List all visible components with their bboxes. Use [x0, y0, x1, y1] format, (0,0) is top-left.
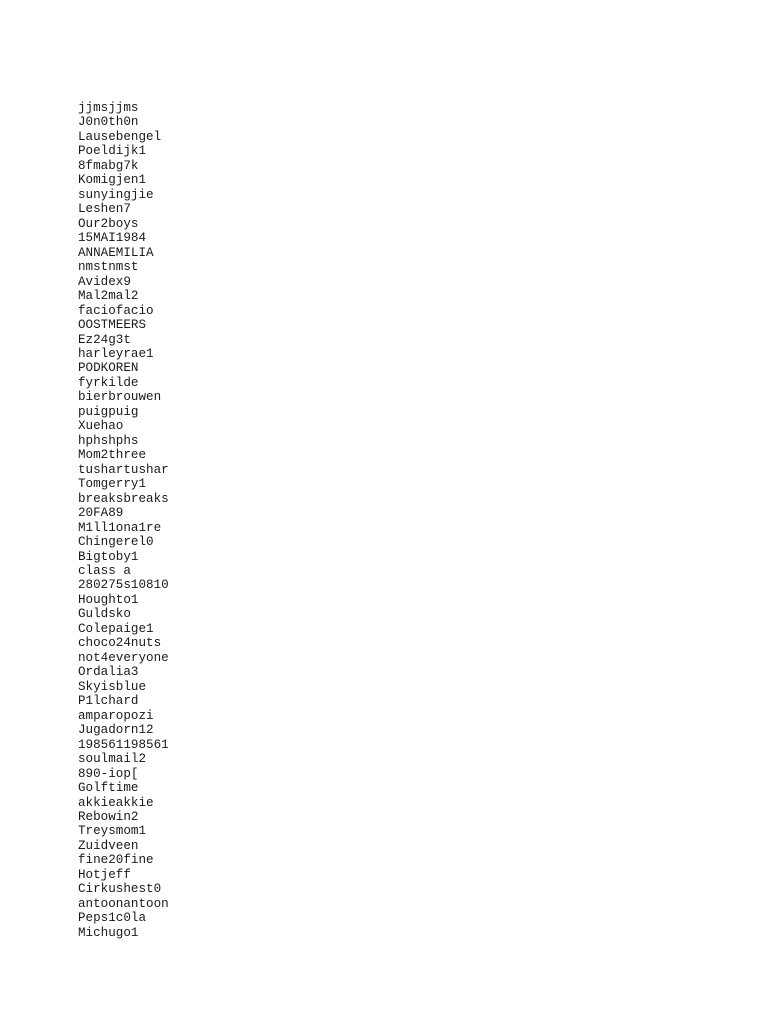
list-item: PODKOREN — [78, 361, 139, 376]
list-item: Hotjeff — [78, 867, 131, 882]
list-item: soulmail2 — [78, 752, 147, 767]
list-item: Mal2mal2 — [78, 289, 139, 304]
list-item: 20FA89 — [78, 506, 124, 521]
list-item: puigpuig — [78, 404, 139, 419]
list-item: J0n0th0n — [78, 115, 139, 130]
list-item: Peps1c0la — [78, 911, 147, 926]
list-item: Rebowin2 — [78, 809, 139, 824]
list-item: Guldsko — [78, 607, 131, 622]
list-item: sunyingjie — [78, 187, 154, 202]
list-item: fyrkilde — [78, 375, 139, 390]
list-item: breaksbreaks — [78, 491, 169, 506]
list-item: OOSTMEERS — [78, 318, 147, 333]
list-item: Ordalia3 — [78, 665, 139, 680]
list-item: Komigjen1 — [78, 173, 147, 188]
list-item: 8fmabg7k — [78, 158, 139, 173]
list-item: antoonantoon — [78, 896, 169, 911]
list-item: tushartushar — [78, 462, 169, 477]
list-item: Our2boys — [78, 216, 139, 231]
list-item: not4everyone — [78, 650, 169, 665]
list-item: jjmsjjms — [78, 101, 139, 115]
list-item: Ez24g3t — [78, 332, 131, 347]
list-item: Lausebengel — [78, 129, 162, 144]
list-item: class a — [78, 564, 131, 578]
list-item: 198561198561 — [78, 737, 169, 752]
list-item: Jugadorn12 — [78, 723, 154, 738]
list-item: amparopozi — [78, 708, 154, 723]
list-item: nmstnmst — [78, 260, 139, 275]
word-list — [78, 101, 169, 940]
list-item: Houghto1 — [78, 592, 139, 607]
list-item: 280275s10810 — [78, 578, 169, 593]
list-item: P1lchard — [78, 694, 139, 709]
list-item: Tomgerry1 — [78, 477, 147, 492]
list-item: 15MAI1984 — [78, 231, 147, 246]
list-item: ANNAEMILIA — [78, 245, 154, 260]
list-item: akkieakkie — [78, 795, 154, 810]
list-item: Zuidveen — [78, 838, 139, 853]
list-item: Xuehao — [78, 419, 124, 434]
list-item: M1ll1ona1re — [78, 520, 162, 535]
list-item: Chingerel0 — [78, 535, 154, 550]
list-item: Avidex9 — [78, 274, 131, 289]
list-item: hphshphs — [78, 433, 139, 448]
list-item: 890-iop[ — [78, 766, 139, 781]
list-item: Skyisblue — [78, 679, 147, 694]
list-item: Michugo1 — [78, 925, 139, 940]
list-item: Leshen7 — [78, 202, 131, 217]
list-item: Cirkushest0 — [78, 882, 162, 897]
list-item: bierbrouwen — [78, 390, 162, 405]
list-item: Golftime — [78, 781, 139, 796]
list-item: Mom2three — [78, 448, 147, 463]
list-item: fine20fine — [78, 853, 154, 868]
list-item: faciofacio — [78, 303, 154, 318]
list-item: choco24nuts — [78, 636, 162, 651]
list-item: Treysmom1 — [78, 824, 147, 839]
list-item: Poeldijk1 — [78, 144, 147, 159]
list-item: harleyrae1 — [78, 346, 154, 361]
list-item: Bigtoby1 — [78, 549, 139, 564]
list-item: Colepaige1 — [78, 621, 154, 636]
